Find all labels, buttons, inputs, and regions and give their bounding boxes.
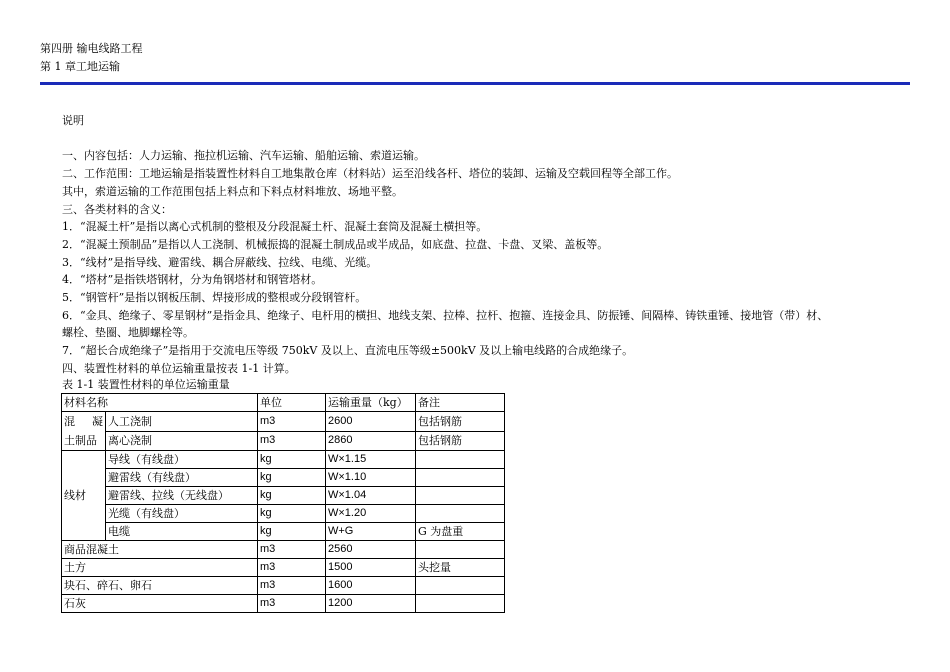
- weight: W×1.15: [326, 451, 416, 469]
- material-name: 块石、碎石、卵石: [62, 577, 258, 595]
- weight: 2600: [326, 412, 416, 432]
- weight: W×1.04: [326, 487, 416, 505]
- paragraph: 三、各类材料的含义：: [62, 203, 172, 216]
- table-row: [62, 487, 505, 505]
- material-name: 避雷线、拉线（无线盘）: [106, 487, 258, 505]
- table-row: [62, 412, 505, 432]
- paragraph: 3．“线材”是指导线、避雷线、耦合屏蔽线、拉线、电缆、光缆。: [62, 256, 378, 269]
- header-material: 材料名称: [62, 394, 258, 412]
- volume-title: 第四册 输电线路工程: [40, 42, 143, 55]
- table-row: [62, 505, 505, 523]
- wire-group-label: 线材: [62, 451, 106, 541]
- paragraph: 5．“钢管杆”是指以钢板压制、焊接形成的整根或分段钢管杆。: [62, 291, 367, 304]
- table-row: [62, 577, 505, 595]
- material-name: 离心浇制: [106, 431, 258, 451]
- header-note: 备注: [416, 394, 505, 412]
- paragraph: 四、装置性材料的单位运输重量按表 1-1 计算。: [62, 362, 296, 375]
- unit: kg: [258, 487, 326, 505]
- material-name: 电缆: [106, 523, 258, 541]
- note: [416, 469, 505, 487]
- paragraph: 2．“混凝土预制品”是指以人工浇制、机械振捣的混凝土制成品或半成品，如底盘、拉盘、卡盘、叉梁、盖板等。: [62, 238, 609, 251]
- note: G 为盘重: [416, 523, 505, 541]
- unit: m3: [258, 595, 326, 613]
- note: [416, 451, 505, 469]
- unit: m3: [258, 577, 326, 595]
- paragraph: 一、内容包括：人力运输、拖拉机运输、汽车运输、船舶运输、索道运输。: [62, 149, 425, 162]
- weight: W+G: [326, 523, 416, 541]
- note: [416, 577, 505, 595]
- material-name: 土方: [62, 559, 258, 577]
- section-title: 说明: [62, 114, 84, 127]
- paragraph: 其中，索道运输的工作范围包括上料点和下料点材料堆放、场地平整。: [62, 185, 403, 198]
- note: [416, 541, 505, 559]
- table-row: [62, 523, 505, 541]
- transport-weight-table: [61, 393, 505, 613]
- unit: m3: [258, 412, 326, 432]
- unit: kg: [258, 469, 326, 487]
- unit: m3: [258, 559, 326, 577]
- table-row: [62, 451, 505, 469]
- material-name: 石灰: [62, 595, 258, 613]
- unit: m3: [258, 541, 326, 559]
- table-row: [62, 431, 505, 451]
- header-unit: 单位: [258, 394, 326, 412]
- weight: 1600: [326, 577, 416, 595]
- paragraph: 二、工作范围：工地运输是指装置性材料自工地集散仓库（材料站）运至沿线各杆、塔位的装卸、运输及空载回程等全部工作。: [62, 167, 678, 180]
- unit: kg: [258, 505, 326, 523]
- note: 头挖量: [416, 559, 505, 577]
- unit: kg: [258, 523, 326, 541]
- paragraph: 4．“塔材”是指铁塔钢材，分为角钢塔材和钢管塔材。: [62, 273, 323, 286]
- material-name: 商品混凝土: [62, 541, 258, 559]
- note: [416, 595, 505, 613]
- paragraph: 螺栓、垫圈、地脚螺栓等。: [62, 326, 194, 339]
- material-name: 光缆（有线盘）: [106, 505, 258, 523]
- material-name: 导线（有线盘）: [106, 451, 258, 469]
- note: [416, 487, 505, 505]
- weight: 1200: [326, 595, 416, 613]
- unit: kg: [258, 451, 326, 469]
- weight: 2860: [326, 431, 416, 451]
- paragraph: 7．“超长合成绝缘子”是指用于交流电压等级 750kV 及以上、直流电压等级±500kV 及以上输电线路的合成绝缘子。: [62, 344, 634, 357]
- weight: 2560: [326, 541, 416, 559]
- note: 包括钢筋: [416, 431, 505, 451]
- table-header-row: [62, 394, 505, 412]
- table-row: [62, 469, 505, 487]
- table-row: [62, 541, 505, 559]
- weight: W×1.20: [326, 505, 416, 523]
- note: 包括钢筋: [416, 412, 505, 432]
- table-row: [62, 559, 505, 577]
- concrete-group-label: 混 凝 土制品: [62, 412, 106, 451]
- weight: W×1.10: [326, 469, 416, 487]
- weight: 1500: [326, 559, 416, 577]
- table-row: [62, 595, 505, 613]
- paragraph: 6．“金具、绝缘子、零星钢材”是指金具、绝缘子、电杆用的横担、地线支架、拉棒、拉杆、抱箍、连接金具、防振锤、间隔棒、铸铁重锤、接地管（带）材、: [62, 309, 829, 322]
- material-name: 避雷线（有线盘）: [106, 469, 258, 487]
- chapter-title: 第 1 章工地运输: [40, 60, 120, 73]
- paragraph: 1．“混凝土杆”是指以离心式机制的整根及分段混凝土杆、混凝土套筒及混凝土横担等。: [62, 220, 488, 233]
- header-divider: [40, 82, 910, 85]
- table-caption: 表 1-1 装置性材料的单位运输重量: [62, 378, 230, 391]
- header-weight: 运输重量（kg）: [326, 394, 416, 412]
- unit: m3: [258, 431, 326, 451]
- material-name: 人工浇制: [106, 412, 258, 432]
- note: [416, 505, 505, 523]
